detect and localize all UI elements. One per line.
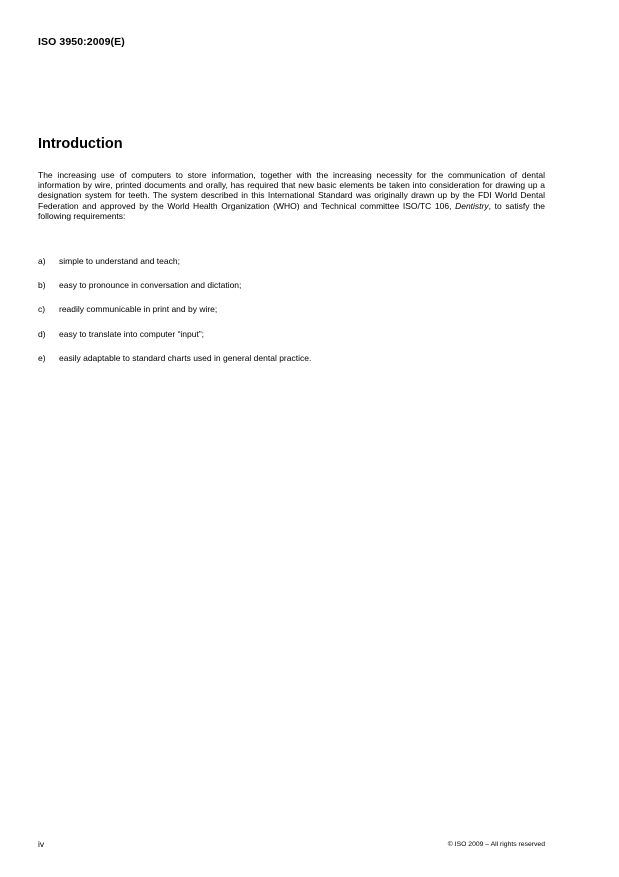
list-item xyxy=(38,353,545,377)
intro-paragraph xyxy=(38,170,545,221)
list-item-text: easily adaptable to standard charts used in general dental practice. xyxy=(59,352,312,363)
list-item-text: simple to understand and teach; xyxy=(59,256,180,266)
intro-text-part1: The increasing use of computers to store information, together with the increasing necessity for the communication of dental information by wire, printed documents and orally, has required that new basic elements be taken into consideration for drawing up a designation system for teeth. The system described in this International Standard was originally drawn up by the FDI World Dental Federation and approved by the World Health Organization (WHO) and Technical committee ISO/TC 106, xyxy=(38,170,545,211)
list-item xyxy=(38,256,545,280)
list-marker: b) xyxy=(38,280,46,291)
intro-emphasis: Dentistry xyxy=(455,200,489,211)
section-title: Introduction xyxy=(38,136,123,152)
list-marker: a) xyxy=(38,256,46,266)
list-item-text: easy to pronounce in conversation and dictation; xyxy=(59,280,242,291)
list-item-text: easy to translate into computer “input”; xyxy=(59,328,205,339)
list-marker: c) xyxy=(38,304,46,315)
list-item xyxy=(38,329,545,353)
list-marker: d) xyxy=(38,328,46,339)
list-item xyxy=(38,304,545,328)
list-item xyxy=(38,280,545,304)
intro-text-part2: , to satisfy the following requirements: xyxy=(38,200,545,221)
page-number: iv xyxy=(38,839,45,849)
list-marker: e) xyxy=(38,352,46,363)
requirements-list xyxy=(38,256,545,377)
document-id: ISO 3950:2009(E) xyxy=(38,36,125,48)
copyright-notice: © ISO 2009 – All rights reserved xyxy=(447,841,545,848)
list-item-text: readily communicable in print and by wire; xyxy=(59,304,218,315)
